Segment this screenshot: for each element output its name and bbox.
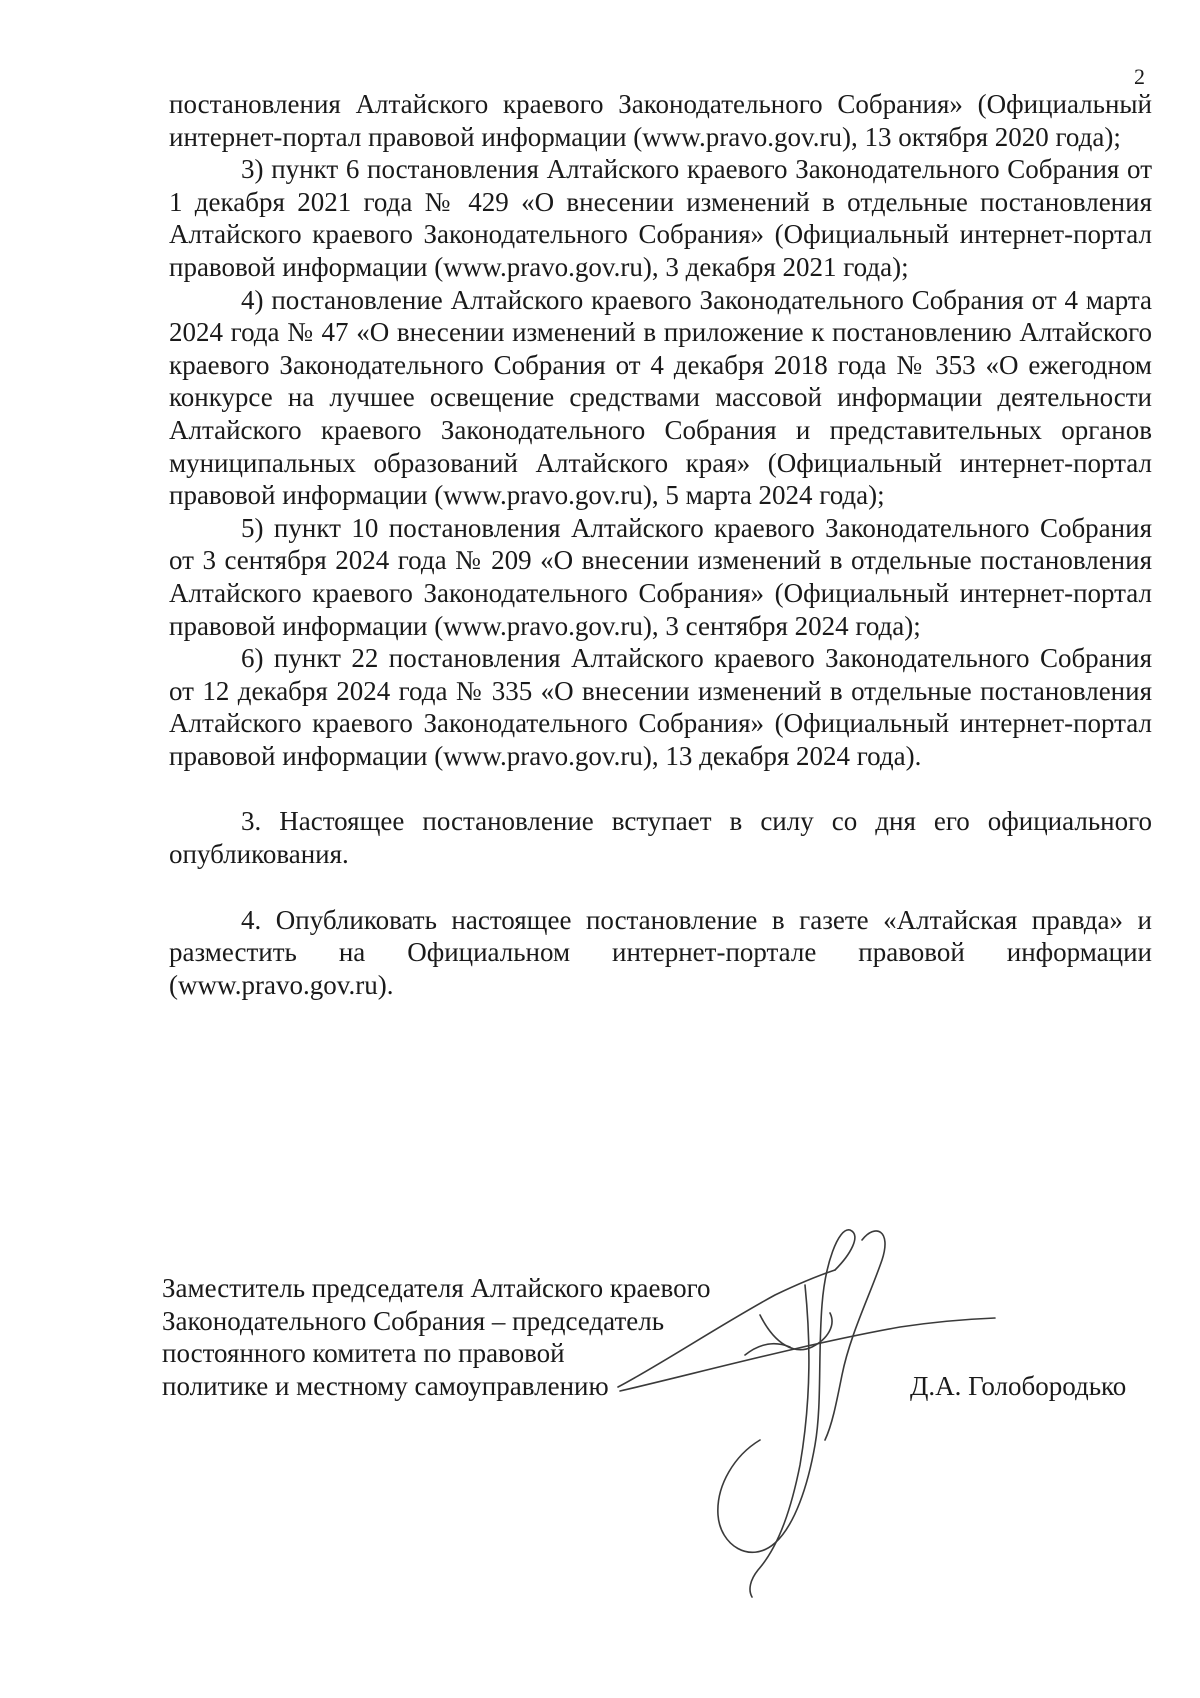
signatory-title-line: Законодательного Собрания – председатель xyxy=(162,1305,665,1336)
list-item-3: 3) пункт 6 постановления Алтайского краевого Законодательного Собрания от 1 декабря 2021 года № 429 «О внесении изменений в отдельные постановления Алтайского краевого Законодательного Собрания» (Официальный интернет-портал правовой информации (www.pravo.gov.ru), 3 декабря 2021 года); xyxy=(169,154,1152,282)
signer-name: Д.А. Голобородько xyxy=(910,1371,1127,1401)
list-item-6: 6) пункт 22 постановления Алтайского краевого Законодательного Собрания от 12 декабря 2024 года № 335 «О внесении изменений в отдельные постановления Алтайского краевого Законодательного Собрания» (Официальный интернет-портал правовой информации (www.pravo.gov.ru), 13 декабря 2024 года). xyxy=(169,643,1152,771)
list-item-5: 5) пункт 10 постановления Алтайского краевого Законодательного Собрания от 3 сентября 2024 года № 209 «О внесении изменений в отдельные постановления Алтайского краевого Законодательного Собрания» (Официальный интернет-портал правовой информации (www.pravo.gov.ru), 3 сентября 2024 года); xyxy=(169,512,1152,641)
page-number: 2 xyxy=(1134,64,1145,89)
signatory-title-line: Заместитель председателя Алтайского краевого xyxy=(162,1273,711,1303)
paragraph-continuation: постановления Алтайского краевого Законодательного Собрания» (Официальный интернет-портал правовой информации (www.pravo.gov.ru), 13 октября 2020 года); xyxy=(169,89,1152,152)
clause-4: 4. Опубликовать настоящее постановление в газете «Алтайская правда» и разместить на Официальном интернет-портале правовой информации (www.pravo.gov.ru). xyxy=(169,904,1152,1000)
clause-3: 3. Настоящее постановление вступает в силу со дня его официального опубликования. xyxy=(169,806,1152,870)
signatory-title-line: политике и местному самоуправлению xyxy=(162,1370,609,1401)
signatory-title-line: постоянного комитета по правовой xyxy=(162,1338,565,1369)
handwritten-signature xyxy=(600,1225,1040,1605)
list-item-4: 4) постановление Алтайского краевого Законодательного Собрания от 4 марта 2024 года № 47 «О внесении изменений в приложение к постановлению Алтайского краевого Законодательного Собрания от 4 декабря 2018 года № 353 «О ежегодном конкурсе на лучшее освещение средствами массовой информации деятельности Алтайского краевого Законодательного Собрания и представительных органов муниципальных образований Алтайского края» (Официальный интернет-портал правовой информации (www.pravo.gov.ru), 5 марта 2024 года); xyxy=(169,284,1152,511)
document-body xyxy=(169,88,1152,1001)
